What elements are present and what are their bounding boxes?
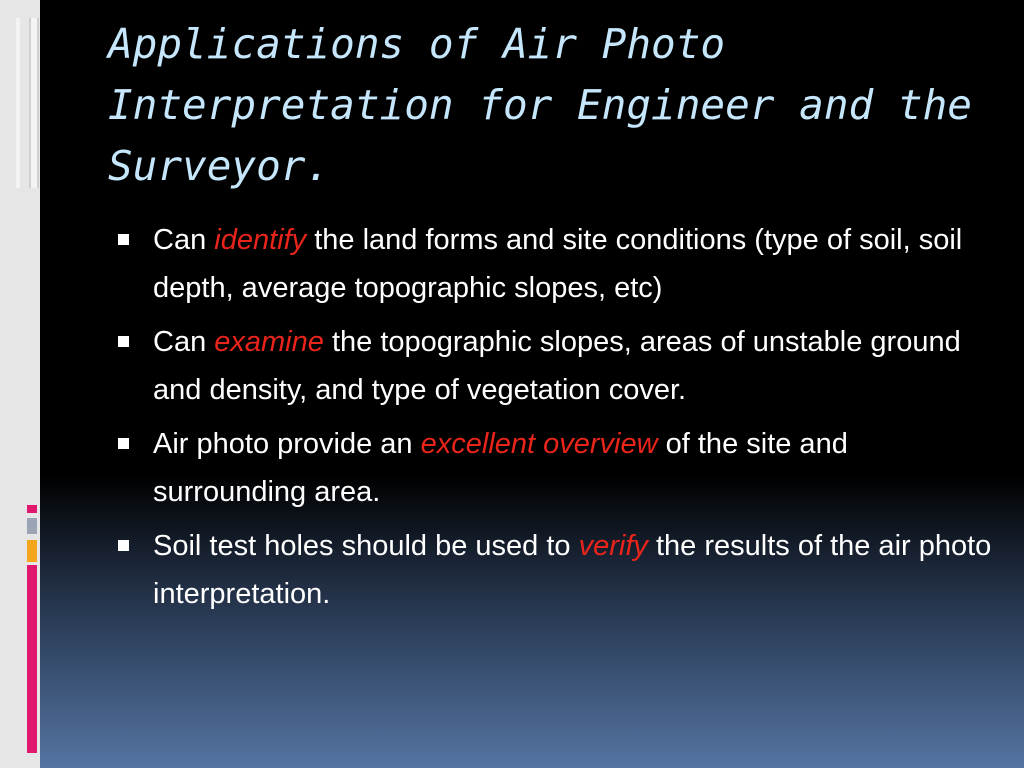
bullet-text: Can (153, 326, 215, 358)
square-bullet-icon (118, 336, 129, 347)
square-bullet-icon (118, 234, 129, 245)
bullet-item (112, 216, 992, 312)
decorative-bar (27, 540, 37, 562)
bullet-item (112, 420, 992, 516)
slide-title: Applications of Air Photo Interpretation for Engineer and the Surveyor. (108, 20, 972, 190)
bullet-item (112, 522, 992, 618)
bullet-text: the results of the air photo interpretation. (153, 530, 992, 610)
bullet-item (112, 318, 992, 414)
bullet-list (112, 216, 992, 624)
bullet-text: Can (153, 224, 215, 256)
bullet-text: the topographic slopes, areas of unstable ground and density, and type of vegetation cover. (153, 326, 961, 406)
square-bullet-icon (118, 438, 129, 449)
emphasized-term: verify (578, 530, 648, 562)
bullet-text: of the site and surrounding area. (153, 428, 848, 508)
emphasized-term: identify (214, 224, 307, 256)
decorative-bar (27, 518, 37, 534)
bullet-text: Soil test holes should be used to (153, 530, 579, 562)
decorative-bar (27, 565, 37, 753)
decorative-bar (16, 18, 20, 188)
square-bullet-icon (118, 540, 129, 551)
bullet-text: Air photo provide an (153, 428, 421, 460)
emphasized-term: examine (214, 326, 324, 358)
left-margin-strip (0, 0, 40, 768)
bullet-text: the land forms and site conditions (type of soil, soil depth, average topographic slopes, etc) (153, 224, 963, 304)
decorative-bar (29, 18, 39, 188)
emphasized-term: excellent overview (420, 428, 658, 460)
decorative-bar (27, 505, 37, 513)
